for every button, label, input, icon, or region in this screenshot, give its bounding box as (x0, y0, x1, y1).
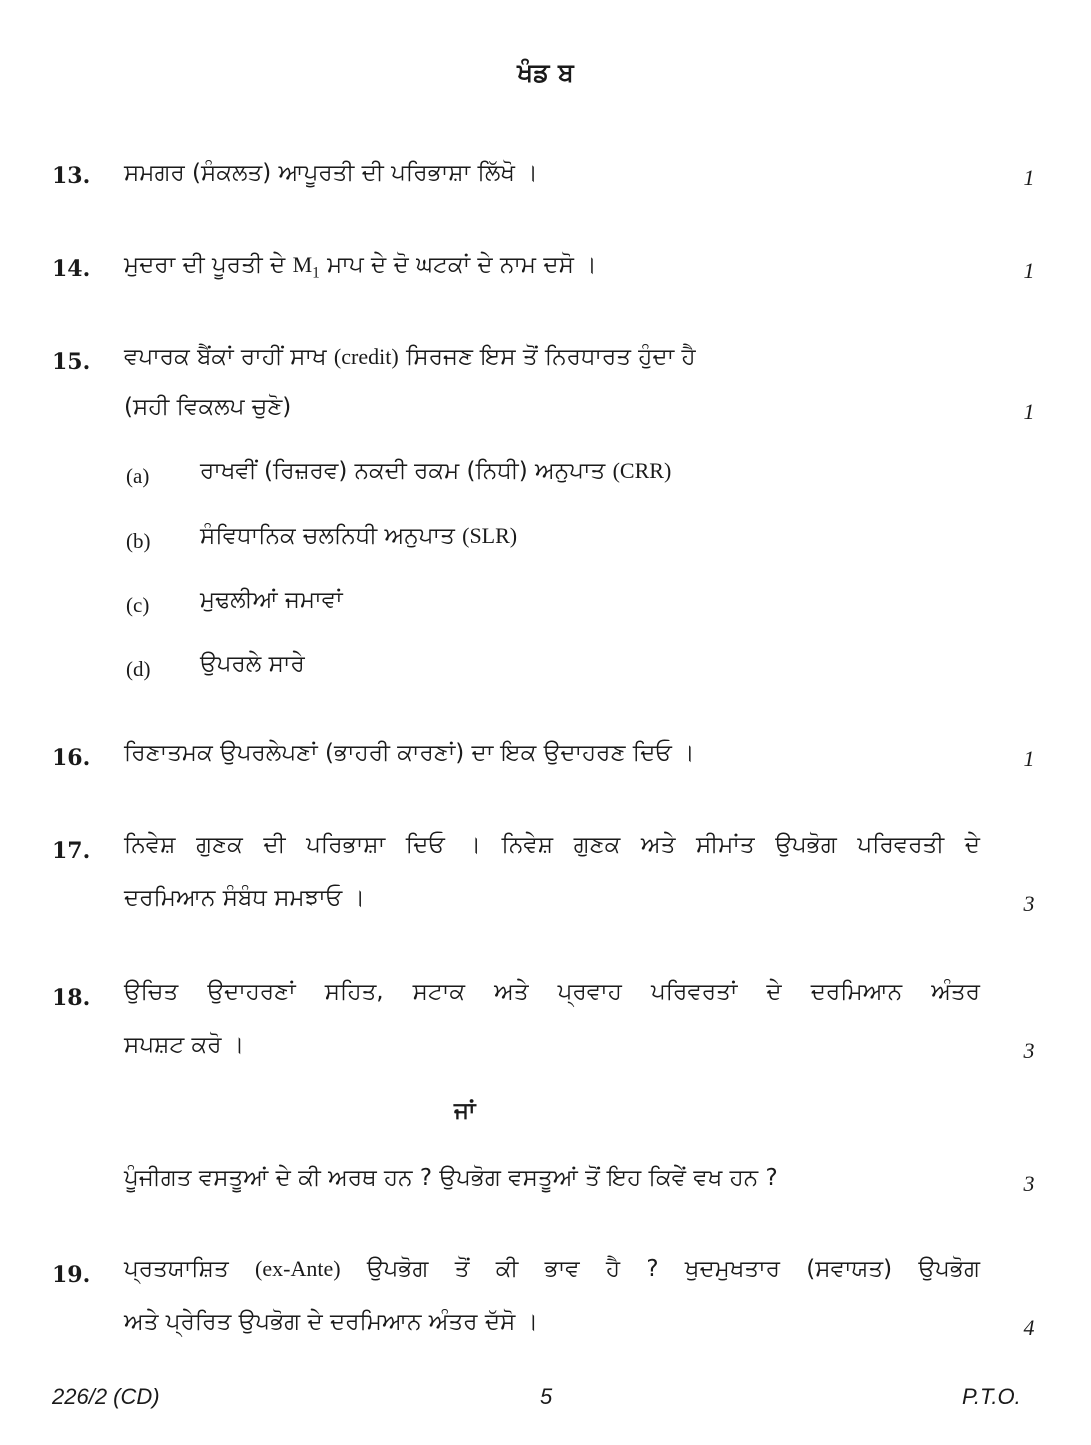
question-18-marks: 3 (1023, 1038, 1035, 1063)
question-17-line1: ਨਿਵੇਸ਼ ਗੁਣਕ ਦੀ ਪਰਿਭਾਸ਼ਾ ਦਿਓ । ਨਿਵੇਸ਼ ਗੁਣਕ ਅਤੇ ਸੀਮਾਂਤ ਉਪਭੋਗ ਪਰਿਵਰਤੀ ਦੇ (124, 832, 980, 858)
question-16-text: ਰਿਣਾਤਮਕ ਉਪਰਲੇਪਣਾਂ (ਭਾਹਰੀ ਕਾਰਣਾਂ) ਦਾ ਇਕ ਉਦਾਹਰਣ ਦਿਓ । (124, 740, 695, 766)
option-a-letter: (a) (126, 464, 150, 488)
question-16-marks: 1 (1023, 746, 1035, 771)
question-14-text (124, 252, 984, 282)
question-13-number: 13. (52, 163, 91, 189)
question-18-line2: ਸਪਸ਼ਟ ਕਰੋ । (124, 1032, 245, 1058)
question-18-alternative-marks: 3 (1023, 1171, 1035, 1196)
question-18-line1: ਉਚਿਤ ਉਦਾਹਰਣਾਂ ਸਹਿਤ, ਸਟਾਕ ਅਤੇ ਪ੍ਰਵਾਹ ਪਰਿਵਰਤਾਂ ਦੇ ਦਰਮਿਆਨ ਅੰਤਰ (124, 979, 980, 1005)
question-16-number: 16. (52, 745, 91, 771)
option-b-letter: (b) (126, 529, 151, 553)
question-17-number: 17. (52, 838, 91, 864)
question-18-number: 18. (52, 985, 91, 1011)
question-17-line2: ਦਰਮਿਆਨ ਸੰਬੰਧ ਸਮਝਾਓ । (124, 885, 365, 911)
question-14-text-before: ਮੁਦਰਾ ਦੀ ਪੂਰਤੀ ਦੇ (124, 252, 286, 278)
question-14-marks: 1 (1023, 258, 1035, 283)
question-15-marks: 1 (1023, 399, 1035, 424)
question-19-number: 19. (52, 1262, 91, 1288)
option-b-text: ਸੰਵਿਧਾਨਿਕ ਚਲਨਿਧੀ ਅਨੁਪਾਤ (SLR) (200, 523, 518, 549)
question-15-line1: ਵਪਾਰਕ ਬੈਂਕਾਂ ਰਾਹੀਂ ਸਾਖ (credit) ਸਿਰਜਣ ਇਸ ਤੋਂ ਨਿਰਧਾਰਤ ਹੁੰਦਾ ਹੈ (124, 344, 696, 370)
question-19-line2: ਅਤੇ ਪ੍ਰੇਰਿਤ ਉਪਭੋਗ ਦੇ ਦਰਮਿਆਨ ਅੰਤਰ ਦੱਸੋ । (124, 1309, 539, 1335)
option-d-text: ਉਪਰਲੇ ਸਾਰੇ (200, 651, 305, 677)
question-14-text-after: ਮਾਪ ਦੇ ਦੋ ਘਟਕਾਂ ਦੇ ਨਾਮ ਦਸੋ । (327, 252, 597, 278)
page-number: 5 (540, 1384, 553, 1409)
question-14-number: 14. (52, 256, 91, 282)
question-17-marks: 3 (1023, 891, 1035, 916)
question-15-number: 15. (52, 349, 91, 375)
please-turn-over: P.T.O. (962, 1384, 1021, 1409)
question-19-line1: ਪ੍ਰਤਯਾਸ਼ਿਤ (ex-Ante) ਉਪਭੋਗ ਤੋਂ ਕੀ ਭਾਵ ਹੈ ? ਖੁਦਮੁਖਤਾਰ (ਸਵਾਯਤ) ਉਪਭੋਗ (124, 1256, 980, 1282)
or-label: ਜਾਂ (454, 1098, 476, 1124)
section-title: ਖੰਡ ਬ (517, 58, 574, 87)
money-supply-symbol: $M_1$ (292, 252, 320, 282)
question-15-line2: (ਸਹੀ ਵਿਕਲਪ ਚੁਣੋ) (124, 394, 292, 420)
question-18-alternative-text: ਪੂੰਜੀਗਤ ਵਸਤੂਆਂ ਦੇ ਕੀ ਅਰਥ ਹਨ ? ਉਪਭੋਗ ਵਸਤੂਆਂ ਤੋਂ ਇਹ ਕਿਵੇਂ ਵਖ ਹਨ ? (124, 1165, 778, 1191)
question-13-marks: 1 (1023, 165, 1035, 190)
question-13-text: ਸਮਗਰ (ਸੰਕਲਤ) ਆਪੂਰਤੀ ਦੀ ਪਰਿਭਾਸ਼ਾ ਲਿੱਖੋ । (124, 160, 538, 186)
option-c-letter: (c) (126, 593, 150, 617)
option-a-text: ਰਾਖਵੀਂ (ਰਿਜ਼ਰਵ) ਨਕਦੀ ਰਕਮ (ਨਿਧੀ) ਅਨੁਪਾਤ (CRR) (200, 458, 672, 484)
paper-code: 226/2 (CD) (52, 1384, 160, 1409)
option-c-text: ਮੁਢਲੀਆਂ ਜਮਾਵਾਂ (200, 587, 343, 613)
option-d-letter: (d) (126, 657, 151, 681)
question-19-marks: 4 (1023, 1315, 1035, 1340)
